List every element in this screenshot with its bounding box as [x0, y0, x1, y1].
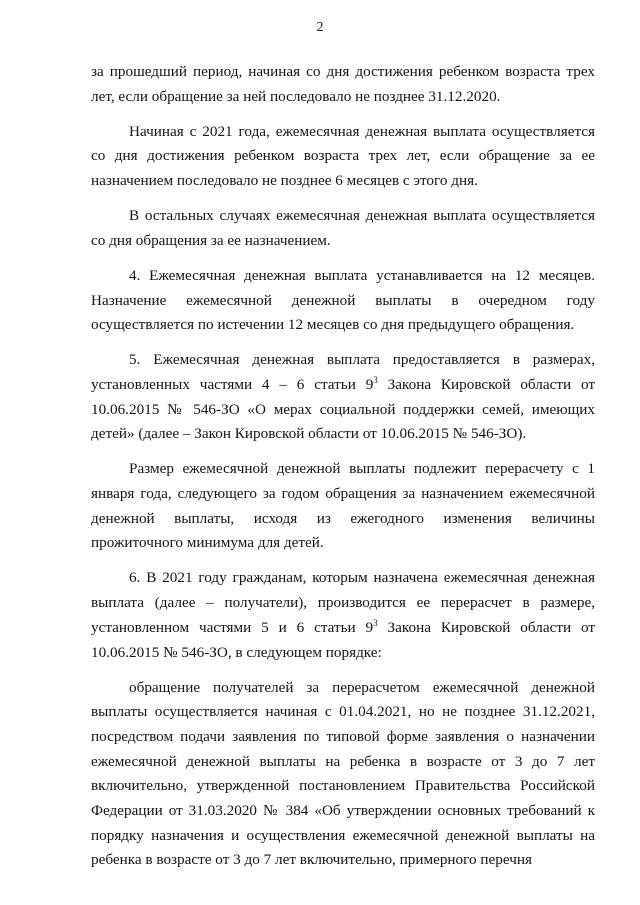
- document-body: [91, 60, 595, 873]
- paragraph: 4. Ежемесячная денежная выплата устанавливается на 12 месяцев. Назначение ежемесячной денежной выплаты в очередном году осуществляется по истечении 12 месяцев со дня предыдущего обращения.: [91, 266, 595, 334]
- paragraph: В остальных случаях ежемесячная денежная выплата осуществляется со дня обращения за ее назначением.: [91, 207, 595, 249]
- paragraph: за прошедший период, начиная со дня достижения ребенком возраста трех лет, если обращение за ней последовало не позднее 31.12.2020.: [91, 63, 595, 105]
- superscript: 3: [373, 374, 378, 385]
- paragraph-text: Закона Кировской области от 10.06.2015 № 546-ЗО, в следующем порядке:: [91, 618, 595, 661]
- paragraph: Размер ежемесячной денежной выплаты подлежит перерасчету с 1 января года, следующего за годом обращения за назначением ежемесячной денежной выплаты, исходя из ежегодного изменения величины прожиточного минимума для детей.: [91, 460, 595, 552]
- paragraph-text: Закона Кировской области от 10.06.2015 № 546-ЗО «О мерах социальной поддержки семей, имеющих детей» (далее – Закон Кировской области от 10.06.2015 № 546-ЗО).: [91, 375, 595, 443]
- paragraph: [91, 566, 595, 665]
- paragraph-text: 6. В 2021 году гражданам, которым назначена ежемесячная денежная выплата (далее – получатели), производится ее перерасчет в размере, установленном частями 5 и 6 статьи 9: [91, 569, 595, 636]
- superscript: 3: [373, 617, 378, 628]
- paragraph: Начиная с 2021 года, ежемесячная денежная выплата осуществляется со дня достижения ребенком возраста трех лет, если обращение за ее назначением последовало не позднее 6 месяцев с этого дня.: [91, 122, 595, 190]
- page-number: 2: [316, 20, 324, 35]
- paragraph-text: 5. Ежемесячная денежная выплата предоставляется в размерах, установленных частями 4 – 6 статьи 9: [91, 351, 595, 393]
- paragraph: [91, 348, 595, 447]
- paragraph: обращение получателей за перерасчетом ежемесячной денежной выплаты осуществляется начиная с 01.04.2021, но не позднее 31.12.2021, посредством подачи заявления по типовой форме заявления о назначении ежемесячной денежной выплаты на ребенка в возрасте от 3 до 7 лет включительно, утвержденной постановлением Правительства Российской Федерации от 31.03.2020 № 384 «Об утверждении основных требований к порядку назначения и осуществления ежемесячной денежной выплаты на ребенка в возрасте от 3 до 7 лет включительно, примерного перечня: [91, 678, 595, 869]
